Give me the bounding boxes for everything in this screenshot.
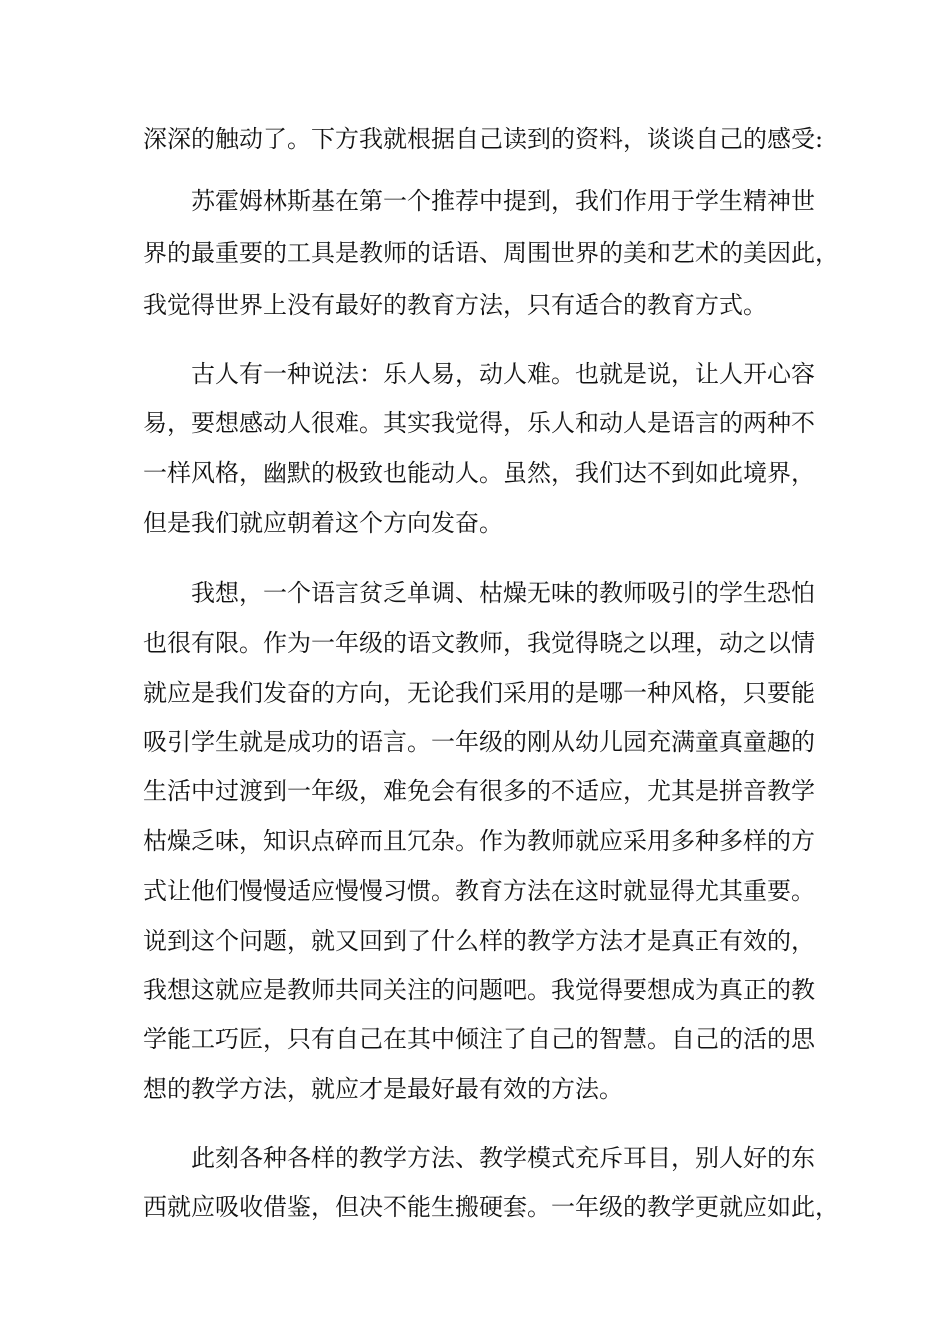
text-line: 生活中过渡到一年级，难免会有很多的不适应，尤其是拼音教学 [143, 777, 815, 805]
text-line: 我想，一个语言贫乏单调、枯燥无味的教师吸引的学生恐怕 [191, 579, 815, 607]
text-line: 式让他们慢慢适应慢慢习惯。教育方法在这时就显得尤其重要。 [143, 877, 815, 905]
text-line: 想的教学方法，就应才是最好最有效的方法。 [143, 1075, 623, 1103]
text-line: 苏霍姆林斯基在第一个推荐中提到，我们作用于学生精神世 [191, 187, 815, 215]
text-line: 说到这个问题，就又回到了什么样的教学方法才是真正有效的， [143, 927, 815, 955]
text-line: 就应是我们发奋的方向，无论我们采用的是哪一种风格，只要能 [143, 679, 815, 707]
text-line: 也很有限。作为一年级的语文教师，我觉得晓之以理，动之以情 [143, 629, 815, 657]
text-line: 枯燥乏味，知识点碎而且冗杂。作为教师就应采用多种多样的方 [143, 827, 815, 855]
text-line: 易，要想感动人很难。其实我觉得，乐人和动人是语言的两种不 [143, 409, 815, 437]
text-line: 深深的触动了。下方我就根据自己读到的资料，谈谈自己的感受: [143, 125, 824, 153]
text-line: 吸引学生就是成功的语言。一年级的刚从幼儿园充满童真童趣的 [143, 728, 815, 756]
text-line: 我觉得世界上没有最好的教育方法，只有适合的教育方式。 [143, 291, 767, 319]
text-line: 西就应吸收借鉴，但决不能生搬硬套。一年级的教学更就应如此， [143, 1193, 839, 1221]
text-line: 一样风格，幽默的极致也能动人。虽然，我们达不到如此境界， [143, 459, 815, 487]
text-line: 但是我们就应朝着这个方向发奋。 [143, 509, 503, 537]
text-line: 此刻各种各样的教学方法、教学模式充斥耳目，别人好的东 [191, 1144, 815, 1172]
text-line: 我想这就应是教师共同关注的问题吧。我觉得要想成为真正的教 [143, 976, 815, 1004]
text-line: 古人有一种说法：乐人易，动人难。也就是说，让人开心容 [191, 360, 815, 388]
text-line: 学能工巧匠，只有自己在其中倾注了自己的智慧。自己的活的思 [143, 1025, 815, 1053]
text-line: 界的最重要的工具是教师的话语、周围世界的美和艺术的美因此， [143, 239, 839, 267]
